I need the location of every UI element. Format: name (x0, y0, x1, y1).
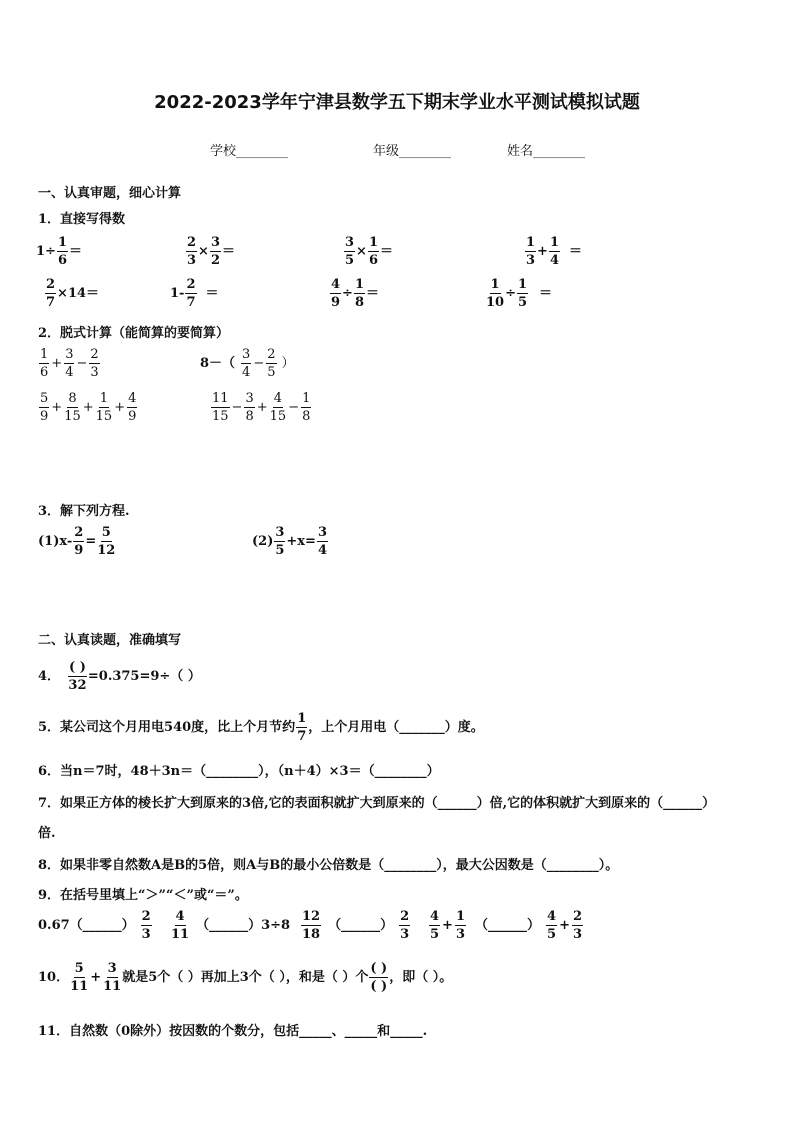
q3-equation-2: (2) $\frac{3}{5}$ +x= $\frac{3}{4}$ (252, 525, 327, 558)
q3-equation-1: (1)x- $\frac{2}{9}$ = $\frac{5}{12}$ (38, 525, 116, 558)
q7-line-2: 倍. (38, 826, 56, 841)
q2-expr-3: $\frac{5}{9}$ + $\frac{8}{15}$ + $\frac{1}{15}$ + $\frac{4}{9}$ (40, 391, 137, 424)
q9-compare-3: $\frac{12}{18}$ （______） $\frac{2}{3}$ (302, 909, 410, 942)
q2-expr-1: $\frac{1}{6}$ + $\frac{3}{4}$ − $\frac{2}{3}$ (40, 347, 99, 380)
q1-item-8: $\frac{1}{10}$ ÷ $\frac{1}{5}$ ＝ (486, 277, 553, 310)
q1-item-4: $\frac{1}{3}$ + $\frac{1}{4}$ ＝ (526, 235, 583, 268)
q2-expr-4: $\frac{11}{15}$ − $\frac{3}{8}$ + $\frac{4}{15}$ − $\frac{1}{8}$ (212, 391, 311, 424)
q5: 5．某公司这个月用电540度，比上个月节约 $\frac{1}{7}$ ，上个月用电（_______）度。 (38, 711, 484, 744)
name-field[interactable]: 姓名________ (507, 144, 586, 159)
q8: 8．如果非零自然数A是B的5倍，则A与B的最小公倍数是（________），最大公因数是（________）。 (38, 858, 619, 873)
q2-label: 2．脱式计算（能简算的要简算） (38, 326, 230, 341)
q11: 11．自然数（0除外）按因数的个数分，包括_____、_____和_____. (38, 1024, 428, 1039)
q1-item-7: $\frac{4}{9}$ ÷ $\frac{1}{8}$ ＝ (331, 277, 380, 310)
section-1-heading: 一、认真审题，细心计算 (38, 186, 182, 201)
q6: 6．当n＝7时，48＋3n＝（________），（n＋4）×3＝（________） (38, 764, 440, 779)
q9-compare-1: 0.67（______） $\frac{2}{3}$ (38, 909, 151, 942)
q1-item-6: 1- $\frac{2}{7}$ ＝ (170, 277, 219, 310)
q3-label: 3．解下列方程. (38, 504, 130, 519)
q9-label: 9．在括号里填上“＞”“＜”或“＝”。 (38, 888, 248, 903)
grade-field[interactable]: 年级________ (373, 144, 452, 159)
q9-compare-4: $\frac{4}{5}$ + $\frac{1}{3}$ （______） $\frac{4}{5}$ + $\frac{2}{3}$ (430, 909, 583, 942)
page-title: 2022-2023学年宁津县数学五下期末学业水平测试模拟试题 (154, 92, 640, 113)
q1-item-3: $\frac{3}{5}$ × $\frac{1}{6}$ ＝ (345, 235, 394, 268)
school-field[interactable]: 学校________ (210, 144, 289, 159)
q1-label: 1．直接写得数 (38, 212, 126, 227)
q2-expr-2: 8－（ $\frac{3}{4}$ − $\frac{2}{5}$ ） (200, 347, 295, 380)
q7-line-1: 7．如果正方体的棱长扩大到原来的3倍,它的表面积就扩大到原来的（______）倍,它的体积就扩大到原来的（______） (38, 796, 716, 811)
q4: 4． $\frac{( )}{32}$ =0.375=9÷（ ） (38, 660, 201, 693)
section-2-heading: 二、认真读题，准确填写 (38, 633, 182, 648)
q1-item-5: $\frac{2}{7}$ ×14＝ (46, 277, 100, 310)
q9-compare-2: $\frac{4}{11}$ （______）3÷8 (171, 909, 291, 942)
q1-item-2: $\frac{2}{3}$ × $\frac{3}{2}$ ＝ (187, 235, 236, 268)
q10: 10． $\frac{5}{11}$ + $\frac{3}{11}$ 就是5个（ ）再加上3个（ ），和是（ ）个 $\frac{( )}{( )}$ ，即（ ）。 (38, 961, 453, 994)
q1-item-1: 1÷ $\frac{1}{6}$ ＝ (36, 235, 83, 268)
